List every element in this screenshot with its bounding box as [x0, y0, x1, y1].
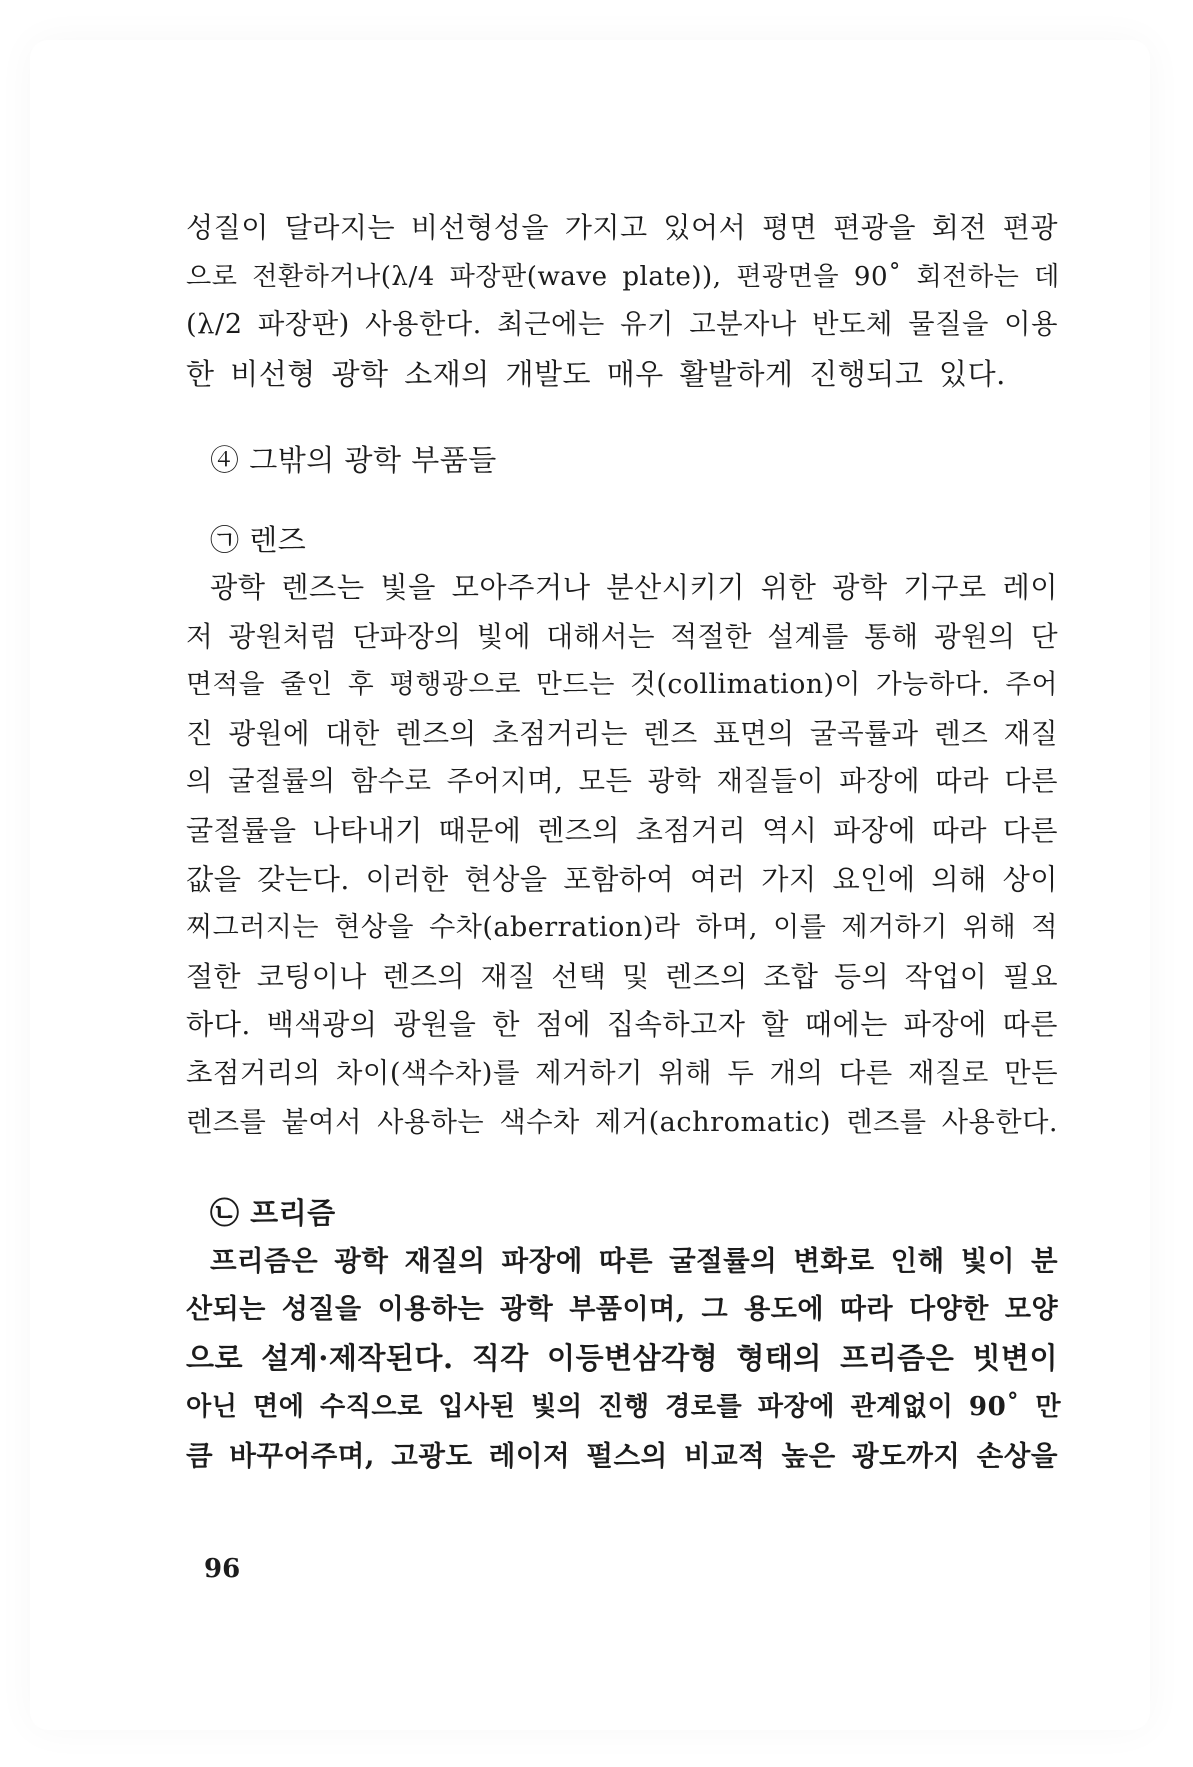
text-line: 면적을 줄인 후 평행광으로 만드는 것(collimation)이 가능하다. 주어: [186, 669, 1058, 701]
text-line: 하다. 백색광의 광원을 한 점에 집속하고자 할 때에는 파장에 따른: [186, 1008, 1058, 1042]
text-line: 한 비선형 광학 소재의 개발도 매우 활발하게 진행되고 있다.: [186, 356, 1006, 391]
subsection-heading-prism: ㉡ 프리즘: [210, 1196, 336, 1231]
text-line: 큼 바꾸어주며, 고광도 레이저 펄스의 비교적 높은 광도까지 손상을: [186, 1439, 1058, 1472]
text-line: 절한 코팅이나 렌즈의 재질 선택 및 렌즈의 조합 등의 작업이 필요: [186, 959, 1058, 993]
page-body: [186, 204, 1062, 1480]
text-line: 값을 갖는다. 이러한 현상을 포함하여 여러 가지 요인에 의해 상이: [186, 862, 1058, 896]
text-line: 렌즈를 붙여서 사용하는 색수차 제거(achromatic) 렌즈를 사용한다.: [186, 1106, 1058, 1138]
paragraph-prism: [186, 1237, 1062, 1480]
section-heading: ④ 그밖의 광학 부품들: [210, 443, 497, 477]
text-line: 아닌 면에 수직으로 입사된 빛의 진행 경로를 파장에 관계없이 90˚ 만: [186, 1390, 1062, 1422]
subsection-heading-lens: ㉠ 렌즈: [210, 523, 307, 557]
text-line: (λ/2 파장판) 사용한다. 최근에는 유기 고분자나 반도체 물질을 이용: [186, 309, 1058, 341]
text-line: 성질이 달라지는 비선형성을 가지고 있어서 평면 편광을 회전 편광: [186, 211, 1058, 244]
text-line: 으로 설계·제작된다. 직각 이등변삼각형 형태의 프리즘은 빗변이: [186, 1341, 1058, 1376]
text-line: 저 광원처럼 단파장의 빛에 대해서는 적절한 설계를 통해 광원의 단: [186, 619, 1058, 653]
text-line: 으로 전환하거나(λ/4 파장판(wave plate)), 편광면을 90˚ 회전하는 데: [186, 261, 1060, 292]
text-line: 산되는 성질을 이용하는 광학 부품이며, 그 용도에 따라 다양한 모양: [186, 1293, 1059, 1325]
text-line: 굴절률을 나타내기 때문에 렌즈의 초점거리 역시 파장에 따라 다른: [186, 813, 1058, 847]
text-line: 찌그러지는 현상을 수차(aberration)라 하며, 이를 제거하기 위해 적: [186, 912, 1058, 944]
text-line: 진 광원에 대한 렌즈의 초점거리는 렌즈 표면의 굴곡률과 렌즈 재질: [186, 716, 1058, 750]
text-line: 초점거리의 차이(색수차)를 제거하기 위해 두 개의 다른 재질로 만든: [186, 1057, 1058, 1089]
page-number: 96: [204, 1554, 241, 1584]
paragraph-lens: [186, 564, 1058, 1147]
text-line: 프리즘은 광학 재질의 파장에 따른 굴절률의 변화로 인해 빛이 분: [210, 1245, 1058, 1278]
text-line: 광학 렌즈는 빛을 모아주거나 분산시키기 위한 광학 기구로 레이: [210, 571, 1058, 604]
text-line: 의 굴절률의 함수로 주어지며, 모든 광학 재질들이 파장에 따라 다른: [186, 766, 1058, 798]
paragraph-nonlinear-optics: [186, 204, 1058, 398]
